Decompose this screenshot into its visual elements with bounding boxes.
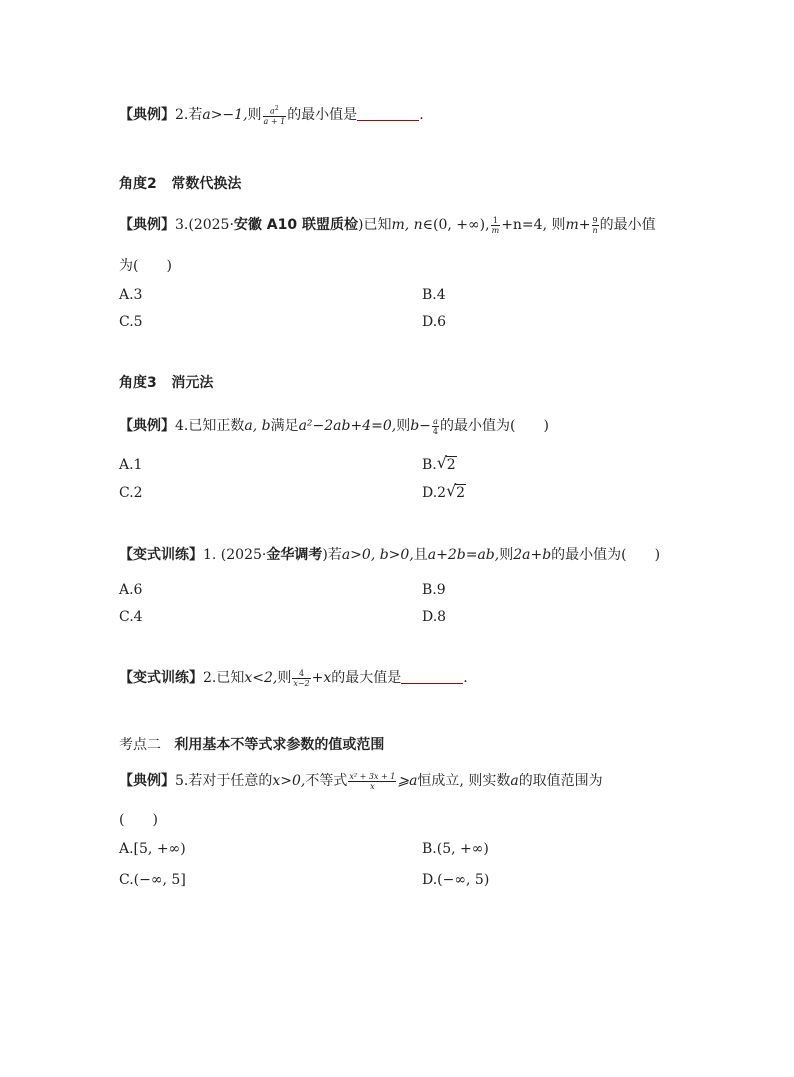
example-tag: 【典例】 — [119, 106, 175, 123]
option-c[interactable]: C.4 — [119, 609, 143, 625]
variant-1: 【变式训练】1. (2025·金华调考)若a>0, b>0,且a+2b=ab,则2a+b的最小值为( ) — [119, 547, 661, 563]
option-b[interactable]: B.4 — [422, 287, 446, 303]
question-3-line-2: 为( ) — [119, 258, 172, 274]
option-a[interactable]: A.[5, +∞) — [119, 841, 186, 857]
variant-2: 【变式训练】2.已知x<2,则 $\frac{4}{x-2}$ +x的最大值是 . — [119, 668, 468, 688]
option-d[interactable]: D.(−∞, 5) — [422, 872, 490, 888]
variant-tag: 【变式训练】 — [119, 670, 203, 686]
example-tag: 【典例】 — [119, 773, 175, 789]
question-4: 【典例】4.已知正数a, b满足a²−2ab+4=0,则b− $\frac{a}{4}$ 的最小值为( ) — [119, 416, 549, 436]
fraction: $\frac{\text{x² + 3x + 1}}{x}$ — [349, 771, 396, 791]
source-label: 金华调考 — [266, 547, 323, 563]
option-a[interactable]: A.6 — [119, 582, 143, 598]
example-tag: 【典例】 — [119, 418, 175, 434]
fraction: $\frac{4}{x-2}$ — [293, 668, 310, 688]
option-d[interactable]: D.2 √ 2 — [422, 481, 466, 501]
sqrt-symbol: √ 2 — [436, 453, 456, 473]
question-5: 【典例】5.若对于任意的x>0,不等式 $\frac{\text{x² + 3x + 1}}{x}$ ⩾a恒成立, 则实数a的取值范围为 — [119, 771, 603, 791]
option-b[interactable]: B.9 — [422, 582, 446, 598]
option-c[interactable]: C.5 — [119, 314, 143, 330]
section-heading-angle-2: 角度2 常数代换法 — [119, 176, 242, 192]
fraction: $\frac{9}{n}$ — [592, 215, 598, 235]
section-heading-angle-3: 角度3 消元法 — [119, 375, 214, 391]
section-heading-key-point-2: 考点二 利用基本不等式求参数的值或范围 — [119, 737, 385, 753]
sqrt-symbol: √ 2 — [446, 481, 466, 501]
variant-tag: 【变式训练】 — [119, 547, 203, 563]
option-c[interactable]: C.2 — [119, 485, 143, 501]
option-d[interactable]: D.6 — [422, 314, 447, 330]
question-5-line-2: ( ) — [119, 812, 158, 828]
option-a[interactable]: A.3 — [119, 287, 143, 303]
question-3: 【典例】3.(2025·安徽 A10 联盟质检)已知m, n∈(0, +∞), $\frac{1}{m}$ +n=4, 则m+ $\frac{9}{n}$ 的最小值 — [119, 215, 656, 235]
fraction: $\frac{a}{4}$ — [432, 416, 439, 436]
source-label: 安徽 A10 联盟质检 — [233, 217, 358, 233]
example-tag: 【典例】 — [119, 217, 175, 233]
option-a[interactable]: A.1 — [119, 457, 143, 473]
option-d[interactable]: D.8 — [422, 609, 447, 625]
option-b[interactable]: B. √ 2 — [422, 453, 456, 473]
question-2: 【典例】2.若a>−1,则 $\frac{a^2}{a + 1}$ 的最小值是 . — [119, 105, 424, 126]
fraction: $\frac{a^2}{a + 1}$ — [263, 105, 286, 126]
fraction: $\frac{1}{m}$ — [491, 215, 500, 235]
answer-blank[interactable] — [357, 120, 419, 121]
option-b[interactable]: B.(5, +∞) — [422, 841, 489, 857]
answer-blank[interactable] — [401, 683, 463, 684]
option-c[interactable]: C.(−∞, 5] — [119, 872, 186, 888]
